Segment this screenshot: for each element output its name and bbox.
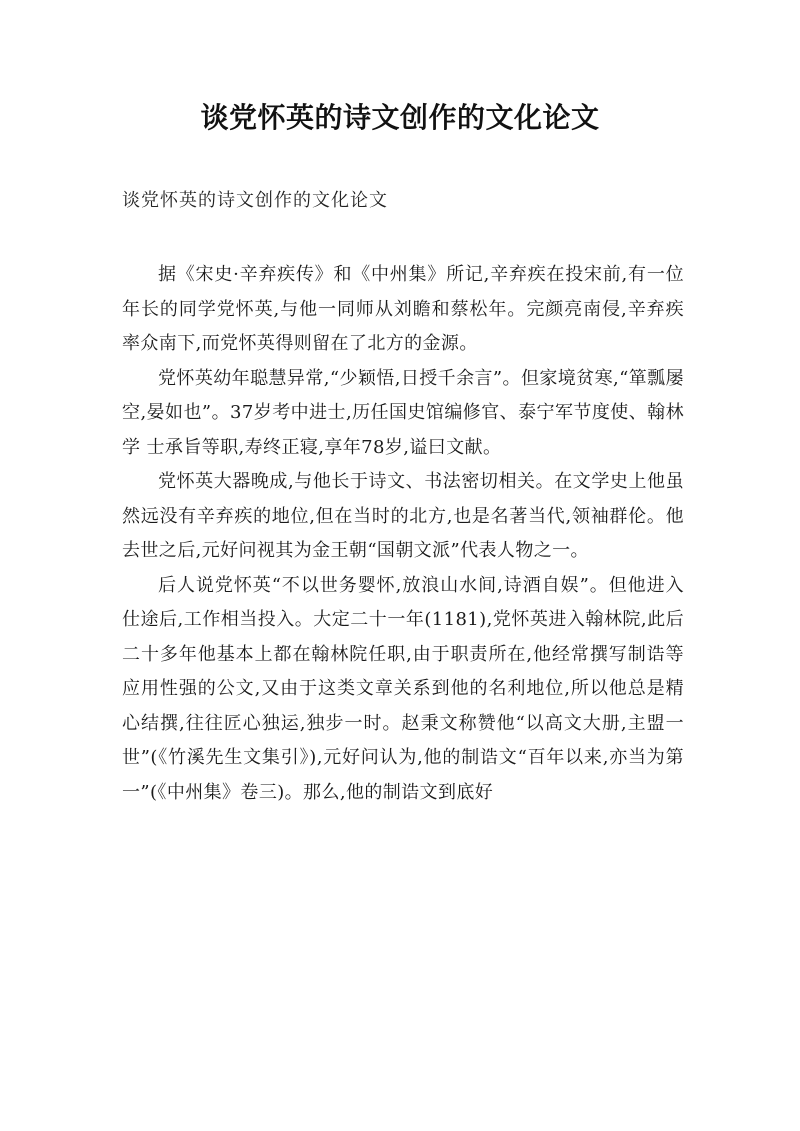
document-body (122, 258, 684, 810)
paragraph-2: 党怀英幼年聪慧异常,“少颖悟,日授千余言”。但家境贫寒,“箪瓢屡空,晏如也”。37岁考中进士,历任国史馆编修官、泰宁军节度使、翰林学 士承旨等职,寿终正寝,享年78岁,谥曰文献。 (122, 367, 684, 458)
paragraph-1: 据《宋史·辛弃疾传》和《中州集》所记,辛弃疾在投宋前,有一位年长的同学党怀英,与他一同师从刘瞻和蔡松年。完颜亮南侵,辛弃疾率众南下,而党怀英得则留在了北方的金源。 (122, 264, 684, 354)
document-title: 谈党怀英的诗文创作的文化论文 (200, 101, 600, 134)
document-subtitle: 谈党怀英的诗文创作的文化论文 (122, 190, 388, 211)
paragraph-3: 党怀英大器晚成,与他长于诗文、书法密切相关。在文学史上他虽然远没有辛弃疾的地位,但在当时的北方,也是名著当代,领袖群伦。他去世之后,元好问视其为金王朝“国朝文派”代表人物之一。 (122, 471, 684, 561)
paragraph-4: 后人说党怀英“不以世务婴怀,放浪山水间,诗酒自娱”。但他进入仕途后,工作相当投入。大定二十一年(1181),党怀英进入翰林院,此后二十多年他基本上都在翰林院任职,由于职责所在,他经常撰写制诰等应用性强的公文,又由于这类文章关系到他的名利地位,所以他总是精心结撰,往往匠心独运,独步一时。赵秉文称赞他“以高文大册,主盟一世”(《竹溪先生文集引》),元好问认为,他的制诰文“百年以来,亦当为第一”(《中州集》卷三)。那么,他的制诰文到底好 (122, 574, 684, 803)
